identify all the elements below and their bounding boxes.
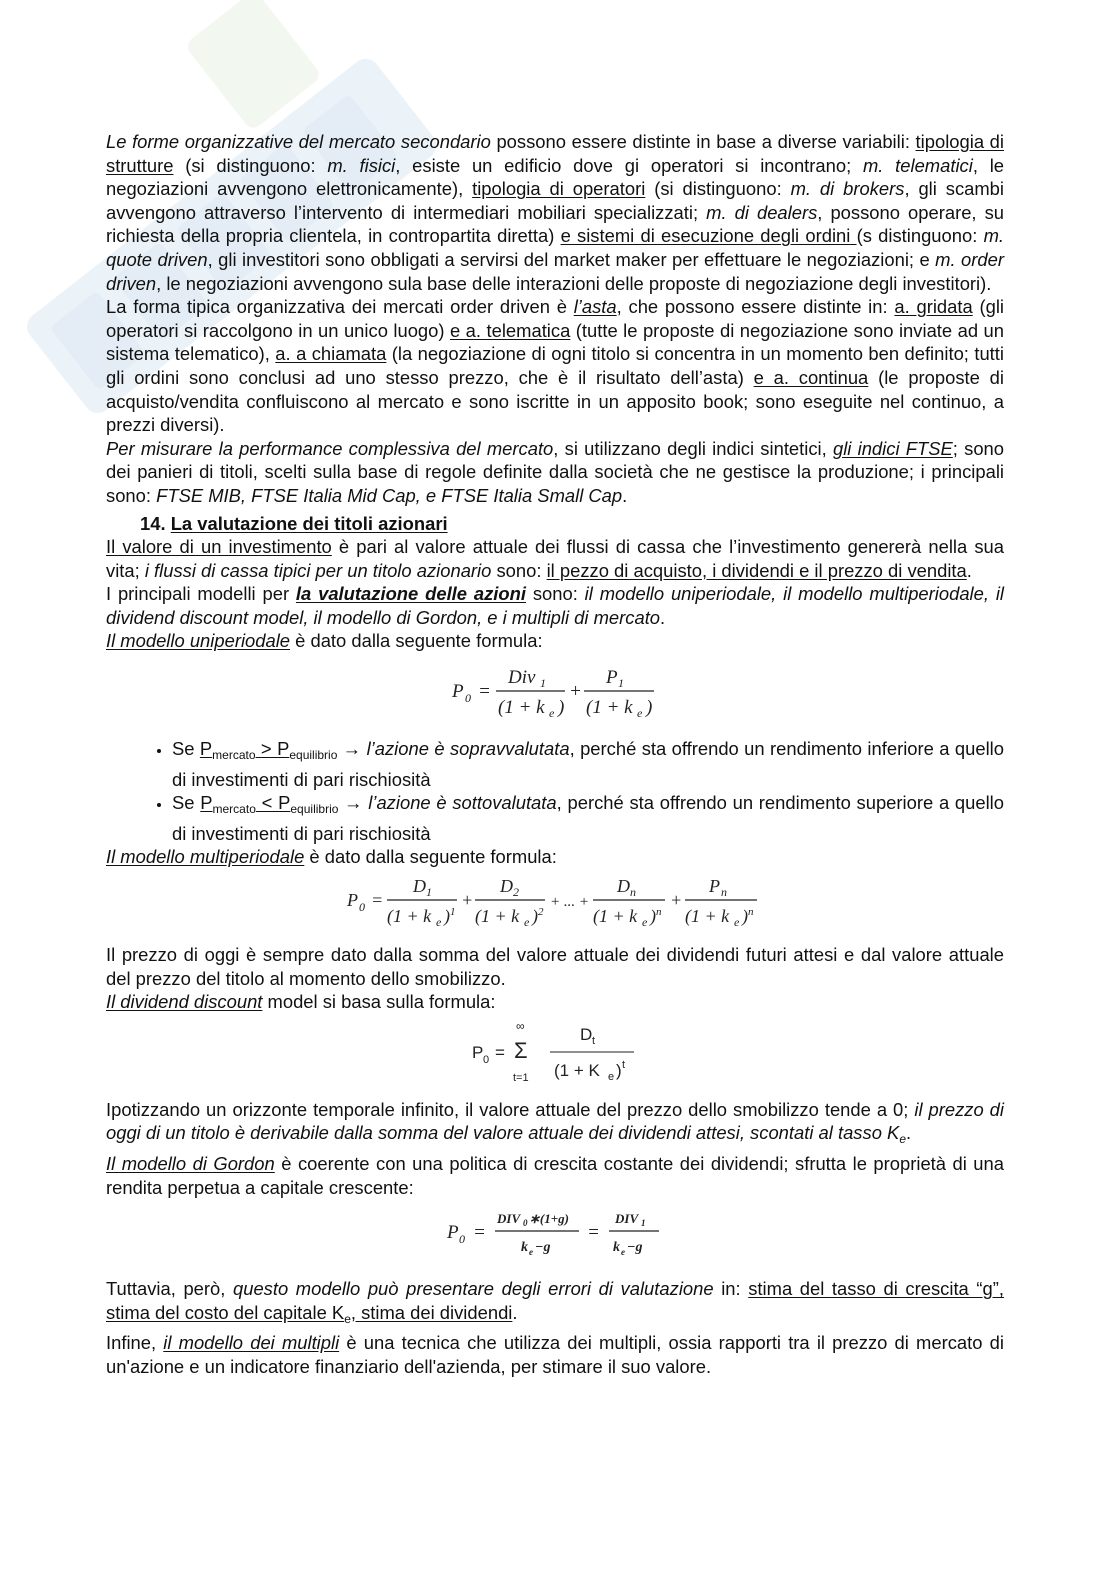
formula-text: 1: [540, 676, 546, 691]
formula-text: ): [650, 906, 656, 927]
paragraph-ftse: [106, 437, 1004, 508]
text-span: è dato dalla seguente formula:: [304, 846, 557, 868]
formula-text: (1 + k: [586, 697, 633, 719]
formula-text: 1: [426, 885, 432, 900]
formula-text: ): [532, 906, 538, 927]
heading-number: 14.: [140, 512, 171, 534]
text-span: l’asta: [573, 296, 617, 318]
formula-text: P: [472, 1042, 484, 1062]
text-span: Il modello multiperiodale: [106, 846, 305, 868]
formula-text: ): [742, 906, 748, 927]
formula-text: e: [642, 915, 648, 930]
text-span: possono essere distinte in base a diverse variabili:: [490, 131, 916, 152]
arrow-icon: →: [338, 792, 369, 814]
text-span: .: [660, 606, 666, 628]
formula-text: ): [646, 697, 653, 719]
formula-text: (1 + k: [498, 697, 545, 719]
text-span: m. quote driven: [106, 225, 1004, 270]
formula-text: n: [721, 885, 727, 900]
formula-text: e: [621, 1247, 625, 1258]
paragraph-investment-value: [106, 535, 1004, 582]
text-span: .: [906, 1122, 912, 1144]
text-span: Per misurare la performance complessiva del mercato: [106, 437, 554, 459]
formula-text: t=1: [513, 1071, 529, 1084]
text-span: (s distinguono:: [856, 225, 984, 247]
text-span: m. di brokers: [790, 178, 905, 200]
formula-text: e: [549, 706, 555, 720]
formula-text: 0: [465, 691, 471, 706]
text-span: P: [277, 738, 290, 760]
formula-text: e: [734, 915, 740, 930]
text-span: m. di dealers: [706, 201, 818, 223]
formula-ddm-svg: [470, 1018, 640, 1088]
text-span: m. fisici: [327, 154, 396, 176]
list-item: [172, 737, 1004, 791]
text-span: a. a chiamata: [275, 343, 387, 365]
text-span: La forma tipica organizzativa dei mercati order driven è: [106, 296, 574, 318]
text-span: , le negoziazioni avvengono elettronicamente),: [106, 154, 1005, 200]
text-span: (la negoziazione di ogni titolo si concentra in un momento ben definito; tutti gli ordini sono conclusi ad uno stesso prezzo, che è il risultato dell’asta): [106, 343, 1004, 388]
text-span: tipologia di strutture: [106, 131, 1004, 176]
formula-text: ): [558, 697, 565, 719]
text-span: è una tecnica che utilizza dei multipli, ossia rapporti tra il prezzo di mercato di un'azione e un indicatore finanziario dell'azienda, per stimare il suo valore.: [106, 1332, 1004, 1377]
text-span: e a. continua: [753, 366, 869, 388]
text-span: model si basa sulla formula:: [262, 991, 496, 1013]
text-span: Infine,: [106, 1332, 164, 1354]
text-span: , possono operare, su richiesta della propria clientela, in contropartita diretta): [106, 201, 1004, 247]
text-span: Il dividend discount: [106, 991, 263, 1013]
paragraph-infinite-horizon: [106, 1098, 1004, 1152]
formula-text: D: [617, 876, 630, 897]
formula-text: 0: [459, 1232, 465, 1247]
text-span: P: [278, 792, 291, 814]
formula-text: 1: [450, 906, 456, 919]
text-span: , perché sta offrendo un rendimento superiore a quello di investimenti di pari rischiosità: [172, 792, 1004, 844]
text-span: (si distinguono:: [173, 154, 328, 176]
text-span: il modello dei multipli: [163, 1332, 340, 1354]
text-span: il prezzo di oggi di un titolo è derivabile dalla somma del valore attuale dei dividendi attesi, scontati al tasso K: [106, 1098, 1004, 1144]
formula-multiperiodal: [106, 873, 1004, 929]
text-span: , perché sta offrendo un rendimento inferiore a quello di investimenti di pari rischiosità: [172, 738, 1004, 790]
text-span: , le negoziazioni avvengono sula base delle interazioni delle proposte di negoziazione degli investitori).: [156, 272, 992, 294]
formula-text: (1 + k: [475, 906, 520, 927]
formula-gordon: [106, 1205, 1004, 1261]
text-span: e: [344, 1311, 351, 1326]
paragraph-gordon: [106, 1152, 1004, 1199]
text-span: (tutte le proposte di negoziazione sono inviate ad un sistema telematico),: [106, 319, 1004, 365]
formula-text: ∗(1+g): [529, 1211, 569, 1227]
formula-text: −g: [535, 1240, 551, 1256]
text-span: , stima dei dividendi: [350, 1301, 513, 1323]
formula-text: n: [630, 885, 636, 900]
paragraph-auction: [106, 295, 1004, 437]
formula-multiperiodal-svg: [345, 873, 765, 929]
text-span: , si utilizzano degli indici sintetici,: [553, 437, 833, 459]
formula-text: =: [587, 1222, 600, 1244]
text-span: Il valore di un investimento: [106, 536, 332, 558]
text-span: Tuttavia, però,: [106, 1278, 233, 1300]
text-span: ; sono dei panieri di titoli, scelti sulla base di regole definite dalla società che ne gestisce la produzione; i principali sono:: [106, 437, 1005, 506]
formula-text: P: [452, 681, 464, 703]
formula-text: (1 + k: [685, 906, 730, 927]
text-span: i flussi di cassa tipici per un titolo azionario: [144, 559, 492, 581]
formula-text: + ... +: [550, 894, 589, 911]
text-span: la valutazione delle azioni: [295, 583, 526, 605]
formula-gordon-svg: [445, 1205, 665, 1261]
text-span: Il prezzo di oggi è sempre dato dalla somma del valore attuale dei dividendi futuri attesi e dal valore attuale del prezzo del titolo al momento dello smobilizzo.: [106, 944, 1004, 989]
formula-text: 0: [483, 1053, 490, 1066]
text-span: Le forme organizzative del mercato secondario: [106, 131, 491, 152]
text-span: l’azione è sottovalutata: [368, 792, 557, 814]
text-span: .: [512, 1301, 518, 1323]
formula-text: 0: [523, 1218, 528, 1229]
formula-text: ): [444, 906, 450, 927]
formula-text: Div: [508, 667, 536, 689]
text-span: equilibrio: [289, 748, 338, 763]
formula-text: e: [436, 915, 442, 930]
formula-text: e: [524, 915, 530, 930]
formula-text: k: [613, 1240, 620, 1256]
formula-text: P: [347, 890, 358, 911]
formula-text: k: [521, 1240, 528, 1256]
formula-text: t: [592, 1034, 596, 1047]
paragraph-multiperiodal: [106, 845, 1004, 869]
formula-text: 0: [359, 900, 365, 915]
formula-text: +: [670, 890, 683, 911]
formula-text: e: [608, 1070, 615, 1083]
formula-text: +: [569, 681, 582, 703]
text-span: il pezzo di acquisto, i dividendi e il prezzo di vendita: [546, 559, 967, 581]
formula-text: Σ: [514, 1037, 528, 1063]
text-span: questo modello può presentare degli errori di valutazione: [232, 1278, 714, 1300]
text-span: Ipotizzando un orizzonte temporale infinito, il valore attuale del prezzo dello smobilizzo tende a 0;: [106, 1098, 915, 1120]
text-span: (le proposte di acquisto/vendita confluiscono al mercato e sono iscritte in un apposito book; sono eseguite nel continuo, a prezzi diversi).: [106, 366, 1004, 436]
formula-text: ): [616, 1060, 622, 1080]
text-span: è dato dalla seguente formula:: [290, 630, 543, 652]
text-span: , che possono essere distinte in:: [616, 296, 895, 318]
formula-text: D: [413, 876, 426, 897]
text-span: gli indici FTSE: [832, 437, 953, 459]
paragraph-uniperiodal: [106, 629, 1004, 653]
text-span: m. telematici: [862, 154, 973, 176]
formula-text: e: [529, 1247, 533, 1258]
text-span: (si distinguono:: [645, 178, 791, 200]
text-span: FTSE MIB, FTSE Italia Mid Cap, e FTSE Italia Small Cap: [156, 484, 623, 506]
text-span: (gli operatori si raccolgono in un unico luogo): [106, 296, 1005, 341]
text-span: l’azione è sopravvalutata: [366, 738, 570, 760]
text-span: Se: [172, 738, 200, 760]
text-span: stima del tasso di crescita “g”, stima del costo del capitale K: [106, 1278, 1004, 1323]
text-span: <: [255, 792, 279, 814]
formula-text: ∞: [516, 1018, 525, 1033]
formula-text: 2: [538, 906, 544, 919]
formula-text: =: [478, 681, 491, 703]
text-span: a. gridata: [894, 296, 973, 318]
price-comparison-list: [106, 737, 1004, 845]
formula-text: P: [606, 667, 618, 689]
text-span: è coerente con una politica di crescita costante dei dividendi; sfrutta le proprietà di una rendita perpetua a capitale crescente:: [106, 1153, 1004, 1198]
text-span: mercato: [212, 802, 256, 817]
paragraph-errors: [106, 1277, 1004, 1331]
text-span: sono:: [491, 559, 547, 581]
formula-text: D: [500, 876, 513, 897]
text-span: , esiste un edificio dove gi operatori si incontrano;: [395, 154, 863, 176]
paragraph-price-today: [106, 943, 1004, 990]
paragraph-multiples: [106, 1331, 1004, 1378]
text-span: Il modello di Gordon: [106, 1153, 275, 1174]
formula-text: =: [495, 1042, 505, 1062]
document-page: [106, 130, 1004, 1379]
text-span: >: [255, 738, 278, 760]
formula-text: n: [748, 906, 754, 919]
text-span: in:: [713, 1278, 749, 1300]
text-span: .: [622, 484, 628, 506]
formula-ddm: [106, 1018, 1004, 1088]
text-span: è pari al valore attuale dei flussi di cassa che l’investimento genererà nella sua vita;: [106, 536, 1004, 581]
formula-uniperiodal: [106, 663, 1004, 719]
text-span: P: [200, 792, 213, 814]
paragraph-valuation-models: [106, 582, 1004, 629]
formula-text: P: [709, 876, 720, 897]
text-span: tipologia di operatori: [472, 178, 646, 200]
formula-text: DIV: [615, 1211, 639, 1227]
formula-text: P: [447, 1222, 459, 1244]
section-heading: [140, 512, 1004, 536]
formula-text: 2: [513, 885, 519, 900]
formula-text: n: [656, 906, 662, 919]
formula-text: (1 + k: [593, 906, 638, 927]
text-span: e sistemi di esecuzione degli ordini: [560, 225, 857, 247]
formula-text: 1: [618, 676, 624, 691]
text-span: sono:: [525, 583, 585, 605]
text-span: , gli investitori sono obbligati a servirsi del market maker per effettuare le negoziazioni; e: [207, 248, 936, 270]
heading-title: La valutazione dei titoli azionari: [170, 512, 448, 534]
text-span: P: [199, 738, 213, 760]
formula-text: e: [637, 706, 643, 720]
formula-text: −g: [627, 1240, 643, 1256]
text-span: mercato: [212, 748, 256, 763]
text-span: Il modello uniperiodale: [106, 630, 291, 652]
formula-text: DIV: [497, 1211, 521, 1227]
text-span: e: [899, 1132, 906, 1147]
text-span: equilibrio: [290, 802, 339, 817]
text-span: .: [966, 559, 972, 581]
formula-text: =: [371, 890, 384, 911]
text-span: Se: [172, 792, 201, 814]
formula-uniperiodal-svg: [450, 663, 660, 719]
formula-text: +: [461, 890, 474, 911]
paragraph-ddm: [106, 990, 1004, 1014]
text-span: I principali modelli per: [106, 583, 296, 605]
formula-text: (1 + k: [387, 906, 432, 927]
formula-text: D: [580, 1024, 593, 1044]
text-span: , gli scambi avvengono attraverso l’intervento di intermediari mobiliari specializzati;: [106, 178, 1005, 223]
formula-text: =: [473, 1222, 486, 1244]
formula-text: (1 + K: [554, 1060, 600, 1080]
arrow-icon: →: [337, 738, 367, 760]
formula-text: 1: [641, 1218, 646, 1229]
paragraph-market-forms: [106, 130, 1004, 295]
text-span: e a. telematica: [449, 319, 571, 341]
list-item: [172, 791, 1004, 845]
formula-text: t: [622, 1058, 626, 1071]
text-span: il modello uniperiodale, il modello multiperiodale, il dividend discount model, il modello di Gordon, e i multipli di mercato: [106, 583, 1004, 628]
text-span: m. order driven: [106, 248, 1004, 294]
